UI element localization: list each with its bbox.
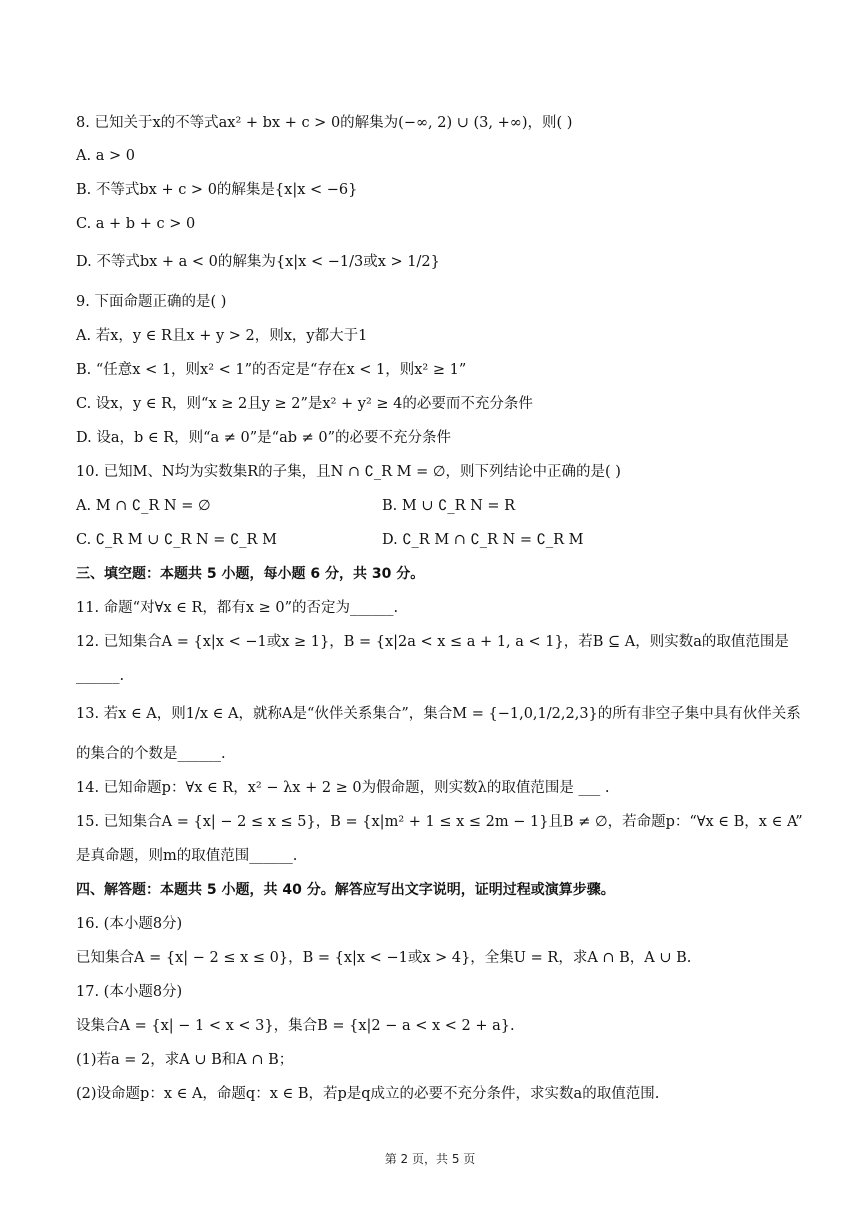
q9-option-a: A. 若x，y ∈ R且x + y > 2，则x，y都大于1 [76,328,368,344]
question-14: 14. 已知命题p：∀x ∈ R，x² − λx + 2 ≥ 0为假命题，则实数λ的取值范围是 ___ . [76,780,610,796]
q10-option-a: A. M ∩ ∁_R N = ∅ [76,498,211,514]
question-17-header: 17. (本小题8分) [76,984,183,1000]
question-17-part-1: (1)若a = 2，求A ∪ B和A ∩ B； [76,1052,294,1068]
q9-option-c: C. 设x，y ∈ R，则“x ≥ 2且y ≥ 2”是x² + y² ≥ 4的必要而不充分条件 [76,396,533,412]
question-13-cont: 的集合的个数是______. [76,746,226,762]
question-13: 13. 若x ∈ A，则1/x ∈ A，就称A是“伙伴关系集合”，集合M = {−1,0,1/2,2,3}的所有非空子集中具有伙伴关系 [76,706,801,722]
q8-option-d: D. 不等式bx + a < 0的解集为{x|x < −1/3或x > 1/2} [76,254,440,270]
q10-option-d: D. ∁_R M ∩ ∁_R N = ∁_R M [382,532,584,548]
q10-option-b: B. M ∪ ∁_R N = R [382,498,516,514]
q8-option-a: A. a > 0 [76,148,135,164]
q8-option-c: C. a + b + c > 0 [76,216,196,232]
question-11: 11. 命题“对∀x ∈ R，都有x ≥ 0”的否定为______. [76,600,399,616]
page-footer: 第 2 页，共 5 页 [384,1152,476,1166]
question-17-body: 设集合A = {x| − 1 < x < 3}，集合B = {x|2 − a < x < 2 + a}. [76,1018,515,1034]
question-12: 12. 已知集合A = {x|x < −1或x ≥ 1}，B = {x|2a < x ≤ a + 1, a < 1}，若B ⊆ A，则实数a的取值范围是 [76,634,789,650]
section-fill-in-heading: 三、填空题：本题共 5 小题，每小题 6 分，共 30 分。 [76,566,425,582]
q10-option-c: C. ∁_R M ∪ ∁_R N = ∁_R M [76,532,277,548]
question-16-header: 16. (本小题8分) [76,916,183,932]
section-answer-heading: 四、解答题：本题共 5 小题，共 40 分。解答应写出文字说明，证明过程或演算步骤。 [76,882,615,898]
question-12-blank: ______. [76,668,125,684]
question-15: 15. 已知集合A = {x| − 2 ≤ x ≤ 5}，B = {x|m² + 1 ≤ x ≤ 2m − 1}且B ≠ ∅，若命题p：“∀x ∈ B，x ∈ A” [76,814,803,830]
q9-option-b: B. “任意x < 1，则x² < 1”的否定是“存在x < 1，则x² ≥ 1” [76,362,467,378]
q9-option-d: D. 设a，b ∈ R，则“a ≠ 0”是“ab ≠ 0”的必要不充分条件 [76,430,452,446]
question-9: 9. 下面命题正确的是( ) [76,294,227,310]
question-16-body: 已知集合A = {x| − 2 ≤ x ≤ 0}，B = {x|x < −1或x > 4}，全集U = R，求A ∩ B，A ∪ B. [76,950,692,966]
question-10: 10. 已知M、N均为实数集R的子集，且N ∩ ∁_R M = ∅，则下列结论中正确的是( ) [76,464,621,480]
q8-option-b: B. 不等式bx + c > 0的解集是{x|x < −6} [76,182,358,198]
question-15-cont: 是真命题，则m的取值范围______. [76,848,298,864]
question-17-part-2: (2)设命题p：x ∈ A，命题q：x ∈ B，若p是q成立的必要不充分条件，求实数a的取值范围. [76,1086,660,1102]
question-8: 8. 已知关于x的不等式ax² + bx + c > 0的解集为(−∞, 2) ∪ (3, +∞)，则( ) [76,115,573,131]
